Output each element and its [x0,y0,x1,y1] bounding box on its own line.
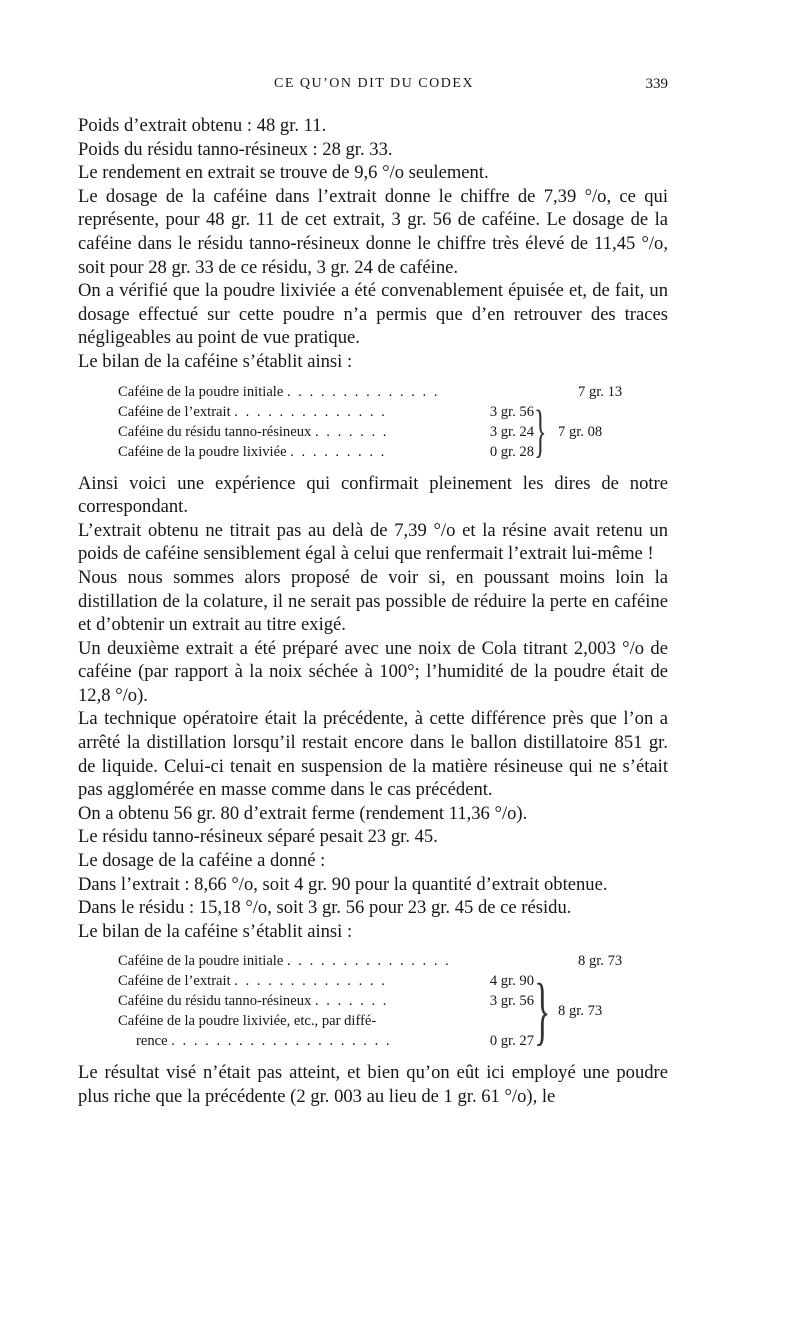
row-amount: 0 gr. 27 [489,1033,534,1050]
row-amount: 3 gr. 24 [489,423,534,440]
paragraph-extract-titre: L’extrait obtenu ne titrait pas au delà de 7,39 °/o et la résine avait retenu un poids de caféine sensiblement égal à celui que renfermait l’extrait lui-même ! [78,519,668,565]
initial-total: 7 gr. 13 [578,383,623,400]
intro-lines [78,114,668,185]
result-line: Le résidu tanno-résineux séparé pesait 23 gr. 45. [78,826,438,848]
right-brace-icon: } [534,397,547,463]
row-amount: 0 gr. 28 [489,443,534,460]
table-row [118,951,678,971]
row-label: Caféine de la poudre initiale [118,383,284,400]
leader-dots: . . . . . . . . . . . . . . . [286,953,451,970]
leader-dots: . . . . . . . [314,993,389,1010]
leader-dots: . . . . . . . . . . . . . . [234,973,387,990]
page-number: 339 [645,76,668,92]
leader-dots: . . . . . . . [314,423,389,440]
row-label: Caféine de l’extrait [118,973,231,990]
table-row [118,442,678,462]
row-amount: 3 gr. 56 [489,403,534,420]
table-row [118,1011,678,1031]
paragraph-technique: La technique opératoire était la précédente, à cette différence près que l’on a arrêté la distillation lorsqu’il restait encore dans le ballon distillatoire 851 gr. de liquide. Celui-ci tenait en suspension de la matière résineuse qui ne s’était pas agglomérée en masse comme dans le cas précédent. [78,708,668,801]
page-body [78,114,668,1109]
row-label: Caféine du résidu tanno-résineux [118,993,312,1010]
table-row [118,991,678,1020]
row-label: rence [136,1033,168,1050]
page-header [80,76,668,100]
row-label: Caféine de la poudre initiale [118,953,284,970]
row-label: Caféine de la poudre lixiviée [118,443,287,460]
row-amount: 4 gr. 90 [489,973,534,990]
result-line: Dans l’extrait : 8,66 °/o, soit 4 gr. 90 pour la quantité d’extrait obtenue. [78,873,608,895]
paragraph-second-extract: Un deuxième extrait a été préparé avec une noix de Cola titrant 2,003 °/o de caféine (par rapport à la noix séchée à 100°; l’humidité de la poudre était de 12,8 °/o). [78,637,668,706]
result-line: Dans le résidu : 15,18 °/o, soit 3 gr. 56 pour 23 gr. 45 de ce résidu. [78,897,572,919]
leader-dots: . . . . . . . . . . . . . . [234,403,387,420]
paragraph-balance-intro-1: Le bilan de la caféine s’établit ainsi : [78,350,353,372]
results-lines [78,802,668,944]
group-total: 7 gr. 08 [558,423,603,440]
table-row [118,1031,678,1051]
paragraph-proposal: Nous nous sommes alors proposé de voir si, en poussant moins loin la distillation de la colature, il ne serait pas possible de réduire la perte en caféine et d’obtenir un extrait au titre exigé. [78,566,668,636]
row-label: Caféine de la poudre lixiviée, etc., par diffé- [118,1013,377,1030]
initial-total: 8 gr. 73 [578,953,623,970]
row-label: Caféine de l’extrait [118,403,231,420]
result-line: Le dosage de la caféine a donné : [78,850,326,872]
paragraph-caffeine-dosage: Le dosage de la caféine dans l’extrait donne le chiffre de 7,39 °/o, ce qui représente, pour 48 gr. 11 de cet extrait, 3 gr. 56 de caféine. Le dosage de la caféine dans le résidu tanno-résineux donne le chiffre très élevé de 11,45 °/o, soit pour 28 gr. 33 de ce résidu, 3 gr. 24 de caféine. [78,185,668,278]
right-brace-icon: } [534,969,551,1054]
group-total: 8 gr. 73 [558,1003,603,1020]
paragraph-verification: On a vérifié que la poudre lixiviée a été convenablement épuisée et, de fait, un dosage effectué sur cette poudre n’a permis que d’en retrouver des traces négligeables au point de vue pratique. [78,280,668,349]
table-row [118,971,678,991]
paragraph-final: Le résultat visé n’était pas atteint, et bien qu’on eût ici employé une poudre plus riche que la précédente (2 gr. 003 au lieu de 1 gr. 61 °/o), le [78,1062,668,1107]
row-amount: 3 gr. 56 [489,993,534,1010]
caffeine-balance-table-1 [118,382,678,464]
intro-line: Poids du résidu tanno-résineux : 28 gr. 33. [78,138,393,160]
table-row [118,382,678,402]
intro-line: Poids d’extrait obtenu : 48 gr. 11. [78,115,327,136]
result-line: On a obtenu 56 gr. 80 d’extrait ferme (rendement 11,36 °/o). [78,802,528,824]
result-line: Le bilan de la caféine s’établit ainsi : [78,920,353,942]
leader-dots: . . . . . . . . . . . . . . [286,383,440,400]
row-label: Caféine du résidu tanno-résineux [118,423,312,440]
running-title: CE QU’ON DIT DU CODEX [273,76,474,91]
intro-line: Le rendement en extrait se trouve de 9,6 °/o seulement. [78,162,489,184]
leader-dots: . . . . . . . . . [290,443,387,460]
caffeine-balance-table-2 [118,951,678,1053]
table-row [118,422,678,442]
table-row [118,402,678,422]
leader-dots: . . . . . . . . . . . . . . . . . . . . [171,1033,392,1050]
paragraph-conclusion: Ainsi voici une expérience qui confirmait pleinement les dires de notre correspondant. [78,472,668,518]
